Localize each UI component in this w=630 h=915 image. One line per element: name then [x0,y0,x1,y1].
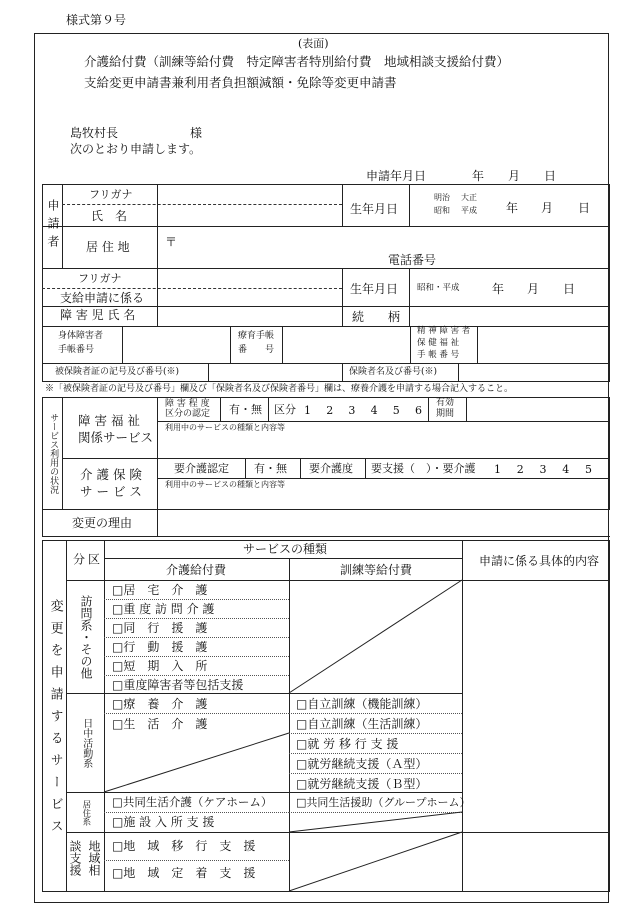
ryoiku-card-label-1: 療育手帳 [238,331,275,341]
applicant-birth-month: 月 [541,201,554,215]
addressee: 島牧村長 [70,126,119,140]
valid-label-2: 期間 [436,409,455,419]
applicant-furigana-label: フリガナ [89,188,133,201]
home-group-label: 居住系 [80,800,91,826]
child-birth-year: 年 [492,282,505,296]
insured-number-label: 被保険者証の記号及び番号(※) [55,367,180,377]
service-tanki-nyusho[interactable]: □短 期 入 所 [112,659,208,673]
detail-header: 申請に係る具体的内容 [479,554,600,568]
service-shisetsu-nyusho[interactable]: □施 設 入 所 支 援 [112,815,215,829]
applicant-address-label: 居 住 地 [86,240,130,254]
grade-1: 1 [304,404,311,417]
child-birth-month: 月 [527,282,540,296]
visit-group-label: 訪問系・その他 [79,595,93,679]
grade-2: 2 [326,404,334,417]
physical-card-label-1: 身体障害者 [58,331,104,341]
service-kyodo-engo[interactable]: □共同生活援助（グループホーム） [296,796,471,809]
mental-card-label-1: 精 神 障 害 者 [417,326,471,336]
form-title-line1: 介護給付費（訓練等給付費 特定障害者特別給付費 地域相談支援給付費） [84,54,510,69]
applicant-group-label: 申請者 [46,199,60,253]
service-jiritsu-seikatsu[interactable]: □自立訓練（生活訓練） [296,717,428,731]
change-reason-label: 変更の理由 [72,516,133,530]
welfare-label-1: 障 害 福 祉 [78,413,140,428]
care-in-use-label: 利用中のサービスの種類と内容等 [165,480,285,489]
degree-label-1: 障 害 程 度 [165,399,210,409]
service-shuro-keizoku-a[interactable]: □就労継続支援（Ａ型） [296,757,428,771]
phone-label: 電話番号 [388,253,437,267]
grade-6: 6 [414,404,422,417]
child-era: 昭和・平成 [417,283,460,293]
child-name-label-2: 障 害 児 氏 名 [60,308,136,322]
era-showa: 昭和 [434,206,450,215]
applicant-birth-year: 年 [506,201,519,215]
degree-label-2: 区分の認定 [165,409,211,419]
grade-5: 5 [392,404,400,417]
service-doko-engo[interactable]: □同 行 援 護 [112,621,208,635]
service-seikatsu-kaigo[interactable]: □生 活 介 護 [112,717,208,731]
applicant-birth-day: 日 [578,201,591,215]
request-date-month: 月 [508,169,521,183]
child-birth-label: 生年月日 [350,282,399,296]
degree-yes-no: 有・無 [229,403,262,416]
era-taisho: 大正 [461,193,477,202]
service-judo-homon-kaigo[interactable]: □重 度 訪 問 介 護 [112,602,215,616]
service-kodo-engo[interactable]: □行 動 援 護 [112,640,208,654]
form-side-label: (表面) [298,37,329,50]
request-date-day: 日 [544,169,557,183]
service-types-header: サービスの種類 [243,542,328,556]
service-ryoyo-kaigo[interactable]: □療 養 介 護 [112,697,208,711]
service-judo-hokatsu-shien[interactable]: □重度障害者等包括支援 [112,678,244,692]
welfare-label-2: 関係サービス [78,430,154,445]
valid-label-1: 有効 [436,398,455,408]
footnote: ※「被保険者証の記号及び番号」欄及び「保険者名及び保険者番号」欄は、療養介護を申請する場合記入すること。 [45,384,514,394]
care-grade-3: 3 [539,463,547,476]
request-date-year: 年 [472,169,485,183]
welfare-in-use-label: 利用中のサービスの種類と内容等 [165,423,285,432]
insurer-number-label: 保険者名及び番号(※) [349,367,438,377]
kubun-label: 区分 [274,403,296,416]
child-furigana-label: フリガナ [78,272,122,285]
care-degree-label: 要介護度 [309,462,353,475]
applicant-name-label: 氏 名 [91,209,128,223]
usage-group-label: サービス利用の状況 [48,412,59,494]
request-date-label: 申請年月日 [366,169,427,183]
care-yes-no: 有・無 [254,462,287,475]
care-grade-5: 5 [585,463,592,476]
region-group-label-b: 談支援 [68,840,82,876]
care-cert-label: 要介護認定 [174,462,229,475]
service-chiiki-iko[interactable]: □地 域 移 行 支 援 [112,839,256,853]
kubun-header: 区 分 [71,552,101,583]
care-grade-2: 2 [516,463,524,476]
applicant-birth-label: 生年月日 [350,202,399,216]
grade-3: 3 [348,404,356,417]
mental-card-label-2: 保 健 福 祉 [417,338,460,348]
care-label-2: サ ー ビ ス [80,484,142,499]
kunren-header: 訓練等給付費 [340,563,413,577]
physical-card-label-2: 手帳番号 [58,345,95,355]
service-jiritsu-kino[interactable]: □自立訓練（機能訓練） [296,697,428,711]
service-shuro-keizoku-b[interactable]: □就労継続支援（Ｂ型） [296,777,428,791]
era-meiji: 明治 [434,193,450,202]
change-group-label: 変更を申請するサービス [47,599,63,841]
child-name-label-1: 支給申請に係る [60,291,145,305]
relation-label: 続 柄 [352,310,401,324]
service-chiiki-teichaku[interactable]: □地 域 定 着 支 援 [112,866,256,880]
era-heisei: 平成 [461,206,477,215]
care-grade-1: 1 [494,463,501,476]
form-title-line2: 支給変更申請書兼利用者負担額減額・免除等変更申請書 [84,75,397,90]
mental-card-label-3: 手 帳 番 号 [417,350,460,360]
care-label-1: 介 護 保 険 [80,467,142,482]
child-birth-day: 日 [563,282,576,296]
service-kyodo-kaigo[interactable]: □共同生活介護（ケアホーム） [112,795,273,809]
region-group-label-a: 地域相 [87,840,101,876]
support-label: 要支援（ ）・要介護 [371,462,476,475]
form-number: 様式第９号 [66,13,127,27]
request-statement: 次のとおり申請します。 [70,142,202,156]
kaigo-header: 介護給付費 [166,563,227,577]
ryoiku-card-label-2: 番 号 [238,345,275,355]
day-group-label: 日中活動系 [80,718,92,768]
service-shuro-ikou[interactable]: □就 労 移 行 支 援 [296,737,399,751]
service-kyotaku-kaigo[interactable]: □居 宅 介 護 [112,583,208,597]
care-grade-4: 4 [562,463,570,476]
honorific: 様 [190,126,203,140]
region-group-label [68,840,102,884]
grade-4: 4 [370,404,378,417]
postal-mark: 〒 [165,235,178,249]
